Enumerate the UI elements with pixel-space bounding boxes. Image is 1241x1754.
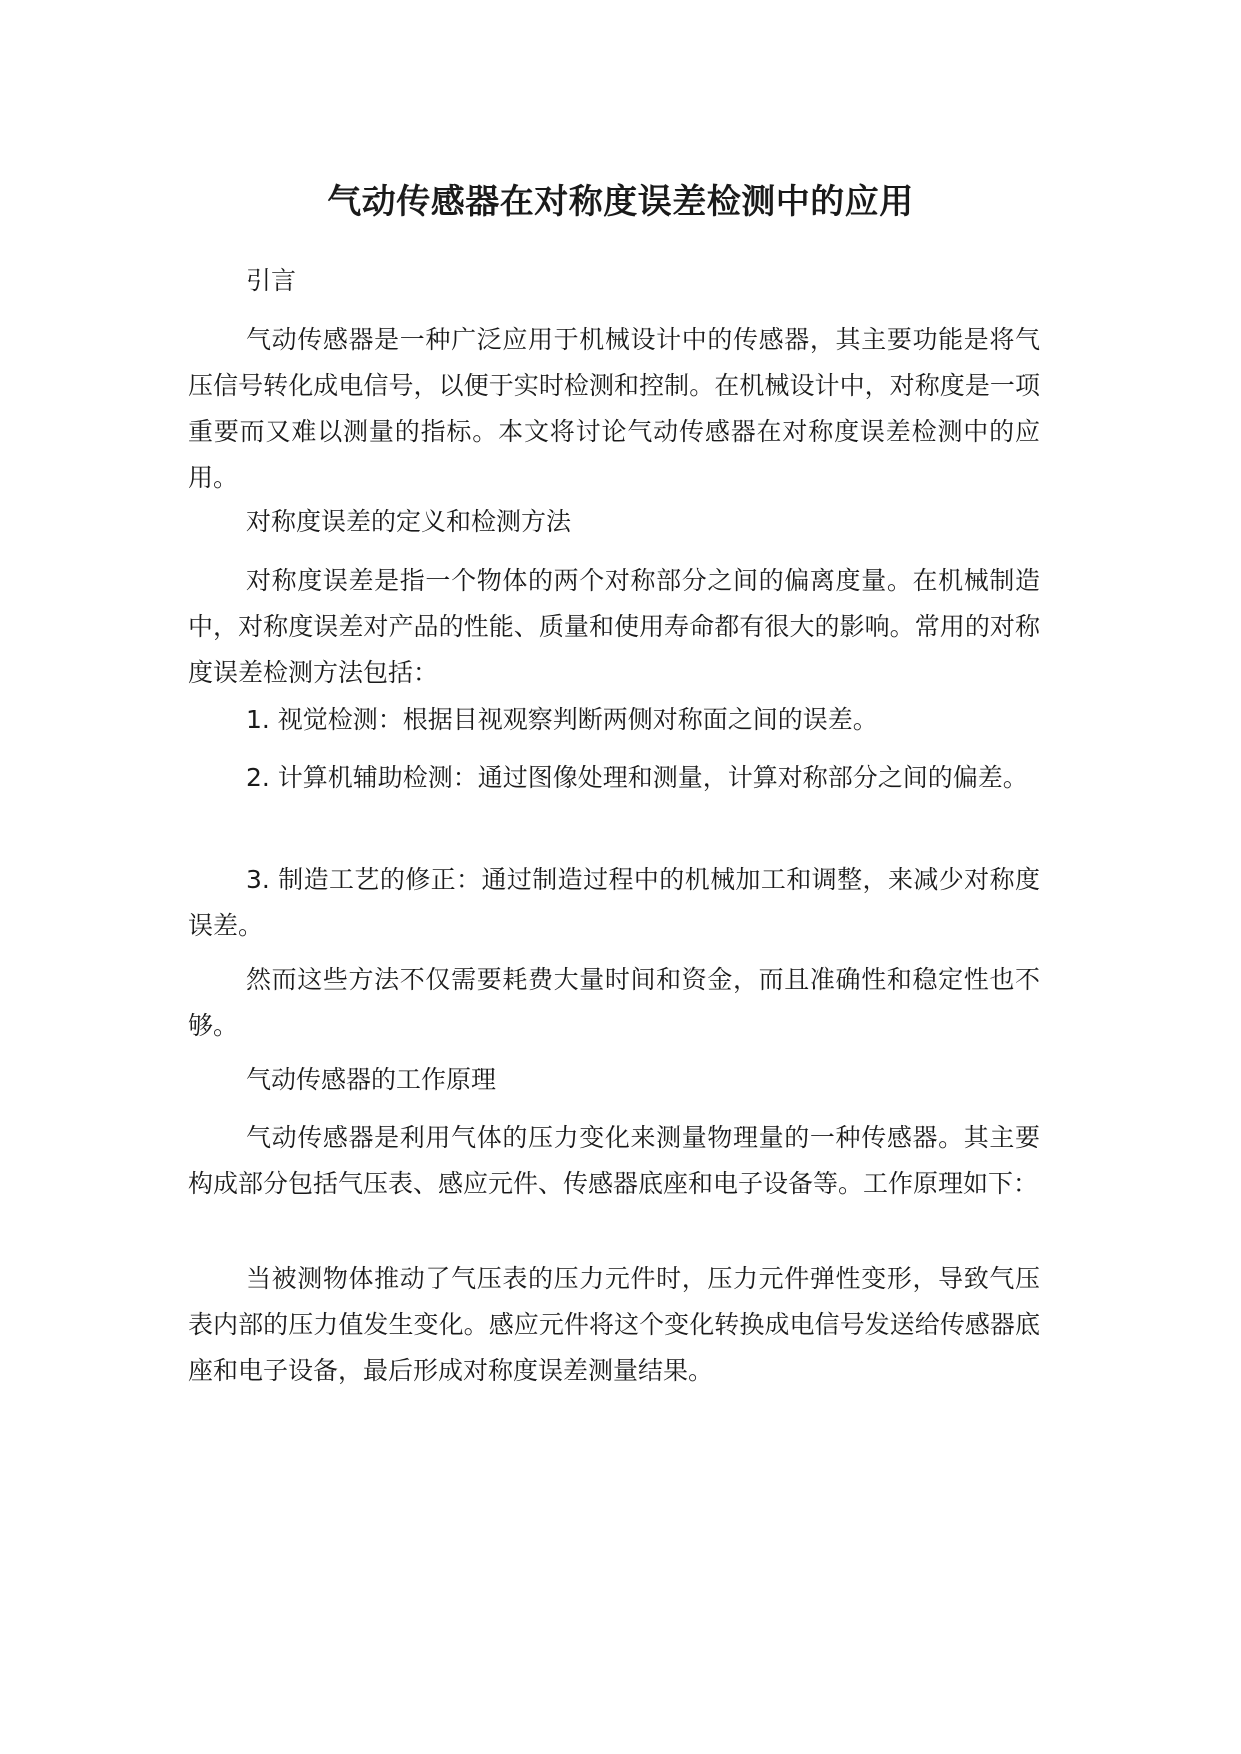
list-item-visual-inspection: 1. 视觉检测：根据目视观察判断两侧对称面之间的误差。	[246, 705, 878, 734]
paragraph-measurement-process: 当被测物体推动了气压表的压力元件时，压力元件弹性变形，导致气压表内部的压力值发生变化。感应元件将这个变化转换成电信号发送给传感器底座和电子设备，最后形成对称度误差测量结果。	[188, 1264, 1040, 1385]
section-heading-working-principle: 气动传感器的工作原理	[246, 1065, 497, 1094]
document-title: 气动传感器在对称度误差检测中的应用	[327, 182, 914, 222]
section-heading-introduction: 引言	[246, 266, 297, 295]
paragraph-definition: 对称度误差是指一个物体的两个对称部分之间的偏离度量。在机械制造中，对称度误差对产品的性能、质量和使用寿命都有很大的影响。常用的对称度误差检测方法包括：	[188, 566, 1040, 687]
section-heading-definition: 对称度误差的定义和检测方法	[246, 507, 572, 536]
list-item-process-correction: 3. 制造工艺的修正：通过制造过程中的机械加工和调整，来减少对称度误差。	[188, 865, 1040, 940]
paragraph-intro: 气动传感器是一种广泛应用于机械设计中的传感器，其主要功能是将气压信号转化成电信号，以便于实时检测和控制。在机械设计中，对称度是一项重要而又难以测量的指标。本文将讨论气动传感器在对称度误差检测中的应用。	[188, 325, 1040, 492]
paragraph-sensor-composition: 气动传感器是利用气体的压力变化来测量物理量的一种传感器。其主要构成部分包括气压表、感应元件、传感器底座和电子设备等。工作原理如下：	[188, 1123, 1040, 1198]
paragraph-limitations: 然而这些方法不仅需要耗费大量时间和资金，而且准确性和稳定性也不够。	[188, 965, 1040, 1040]
list-item-computer-aided-inspection: 2. 计算机辅助检测：通过图像处理和测量，计算对称部分之间的偏差。	[246, 763, 1028, 792]
